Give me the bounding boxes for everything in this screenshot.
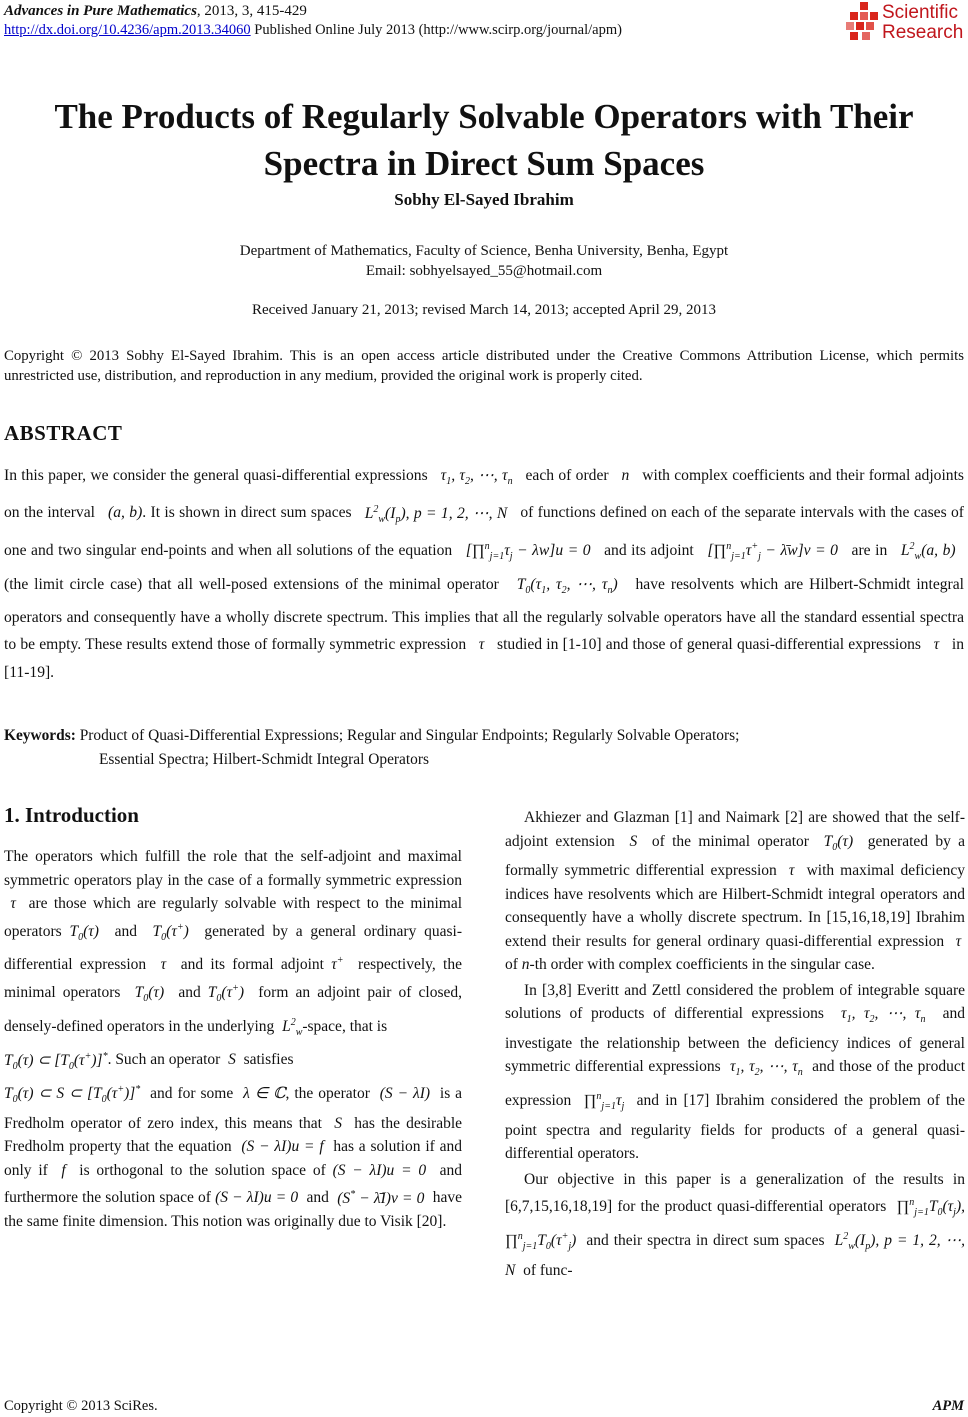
keywords-line-2: Essential Spectra; Hilbert-Schmidt Integral Operators <box>99 751 429 768</box>
keywords-label: Keywords: <box>4 727 76 744</box>
math-adjoint-equation: [$\prod^n_{j=1}\tau^+_j$ − λ̄w]v = 0 <box>707 541 838 563</box>
published-online: Published Online July 2013 (http://www.scirp.org/journal/apm) <box>250 22 622 38</box>
affiliation-block <box>0 241 968 281</box>
doi-line <box>4 22 622 39</box>
intro-right-column <box>505 806 965 1284</box>
title-line-2: Spectra in Direct Sum Spaces <box>263 144 705 183</box>
paragraph-akhiezer: Akhiezer and Glazman [1] and Naimark [2] are showed that the self-adjoint extension S of the minimal operator $T_0(\tau)$ generated by a formally symmetric differential expression τ with maximal deficiency indices have resolvents which are Hilbert-Schmidt integral operators and consequently have a wholly discrete spectrum. In [15,16,18,19] Ibrahim extend their results for general ordinary quasi-differential expression τ of n-th order with complex coefficients in the singular case. <box>505 809 966 974</box>
footer-journal-abbrev: APM <box>932 1398 964 1414</box>
journal-volume-pages: , 2013, 3, 415-429 <box>196 3 307 19</box>
math-inclusion: $T_0(\tau)$ ⊂ $[T_0(\tau^+)]^*$ <box>4 1050 108 1072</box>
math-l2-space: $L^2_w(a$, b) <box>900 541 956 563</box>
math-minimal-operator: $T_0(\tau_1$, $\tau_2$, ⋯, $\tau_n$) <box>516 575 618 596</box>
footer-copyright: Copyright © 2013 SciRes. <box>4 1398 158 1414</box>
paper-title <box>0 93 968 187</box>
author-name: Sobhy El-Sayed Ibrahim <box>394 190 574 209</box>
section-heading-introduction: 1. Introduction <box>4 803 139 827</box>
journal-citation <box>4 3 307 20</box>
received-dates: Received January 21, 2013; revised March 14, 2013; accepted April 29, 2013 <box>251 302 717 318</box>
math-equation: $[\prod^n_{j=1}\tau_j - \lambda w]u = 0$ <box>465 541 591 563</box>
scientific-research-logo <box>846 0 966 46</box>
intro-left-column <box>4 845 462 1234</box>
keywords-block <box>4 724 964 772</box>
logo-word-scientific: Scientific <box>882 2 959 23</box>
copyright-notice: Copyright © 2013 Sobhy El-Sayed Ibrahim. This is an open access article distributed under the Creative Commons Attribution License, which permits unrestricted use, distribution, and reproduction in any medium, provided the original work is properly cited. <box>4 348 964 384</box>
math-interval: (a, b) <box>108 504 143 522</box>
affiliation: Department of Mathematics, Faculty of Science, Benha University, Benha, Egypt <box>239 243 729 259</box>
title-line-1: The Products of Regularly Solvable Operators with Their <box>54 97 914 136</box>
math-direct-sum-space: $L^2_w(I_p)$, p = 1, 2, ⋯, N <box>364 503 508 525</box>
intro-paragraph: The operators which fulfill the role that the self-adjoint and maximal symmetric operators play in the case of a formally symmetric expression τ are those which are regularly solvable with respect to the minimal operators $T_0(\tau)$ and $T_0(\tau^+)$ generated by a general ordinary quasi-differential expression τ and its formal adjoint τ+ respectively, the minimal operators $T_0(\tau)$ and $T_0(\tau^+)$ form an adjoint pair of closed, densely-defined operators in the underlying $L^2_w$-space, that is $T_0(\tau)$ ⊂ $[T_0(\tau^+)]^*$. Such an operator S satisfies $T_0(\tau)$ ⊂ S ⊂ $[T_0(\tau^+)]^*$ and for some λ ∈ ℂ, the operator (S − λI) is a Fredholm operator of zero index, this means that S has the desirable Fredholm property that the equation (S − λI)u = f has a solution if and only if f is orthogonal to the solution space of (S − λI)u = 0 and furthermore the solution space of (S − λI)u = 0 and (S* − λ̄I)v = 0 have the same finite dimension. This notion was originally due to Visik [20]. <box>4 848 463 1231</box>
paragraph-everitt-zettl: In [3,8] Everitt and Zettl considered the problem of integrable square solutions of products of differential expressions $\tau_1$, $\tau_2$, ⋯, $\tau_n$ and investigate the relationship between the deficiency indices of general symmetric differential expressions $\tau_1$, $\tau_2$, ⋯, $\tau_n$ and those of the product expression $\prod^n_{j=1}\tau_j$ and in [17] Ibrahim considered the problem of the point spectra and regularity fields for products of a general quasi-differential operators. <box>505 981 966 1163</box>
math-tau-list: $\tau_1$, $\tau_2$, ⋯, $\tau_n$ <box>440 467 513 488</box>
doi-link[interactable]: http://dx.doi.org/10.4236/apm.2013.34060 <box>4 22 251 38</box>
logo-mark-icon <box>846 2 880 40</box>
author-email: Email: sobhyelsayed_55@hotmail.com <box>365 263 603 279</box>
abstract-heading: ABSTRACT <box>4 421 123 445</box>
logo-word-research: Research <box>882 22 964 43</box>
journal-name: Advances in Pure Mathematics <box>4 3 197 19</box>
math-double-inclusion: $T_0(\tau)$ ⊂ S ⊂ $[T_0(\tau^+)]^*$ <box>4 1084 141 1106</box>
paragraph-objective: Our objective in this paper is a generalization of the results in [6,7,15,16,18,19] for the product quasi-differential operators $\prod^n_{j=1}T_0(\tau_j)$, $\prod^n_{j=1}T_0(\tau^+_j)$ and their spectra in direct sum spaces $L^2_w(I_p)$, p = 1, 2, ⋯, N of func- <box>505 1170 966 1279</box>
keywords-line-1: Product of Quasi-Differential Expressions; Regular and Singular Endpoints; Regularly Solvable Operators; <box>79 727 740 744</box>
abstract-body: In this paper, we consider the general quasi-differential expressions $\tau_1$, $\tau_2$, ⋯, $\tau_n$ each of order n with complex coefficients and their formal adjoints on the interval (a, b). It is shown in direct sum spaces $L^2_w(I_p)$, p = 1, 2, ⋯, N of functions defined on each of the separate intervals with the cases of one and two singular end-points and when all solutions of the equation $[\prod^n_{j=1}\tau_j - \lambda w]u = 0$ and its adjoint [$\prod^n_{j=1}\tau^+_j$ − λ̄w]v = 0 are in $L^2_w(a$, b) (the limit circle case) that all well-posed extensions of the minimal operator $T_0(\tau_1$, $\tau_2$, ⋯, $\tau_n$) have resolvents which are Hilbert-Schmidt integral operators and consequently have a wholly discrete spectrum. This implies that all the regularly solvable operators have all the standard essential spectra to be empty. These results extend those of formally symmetric expression τ studied in [1-10] and those of general quasi-differential expressions τ in [11-19]. <box>4 467 965 681</box>
